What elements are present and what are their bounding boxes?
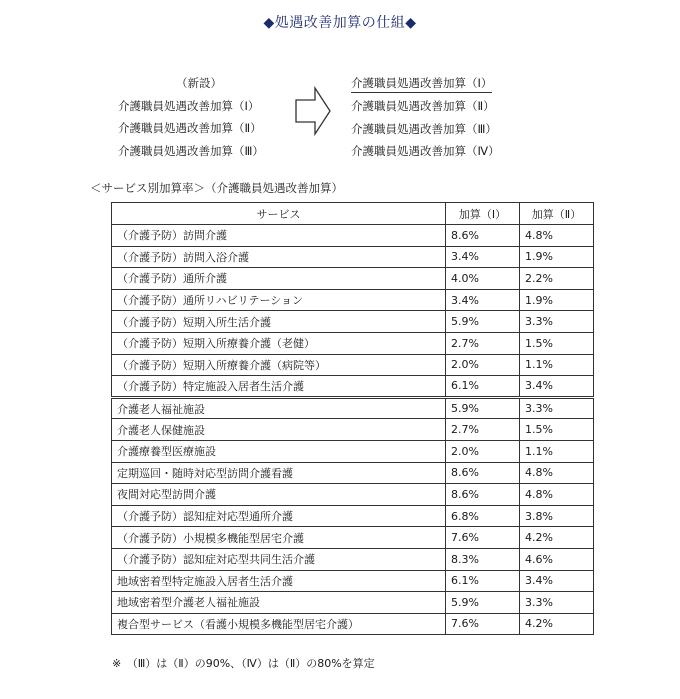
service-cell: 夜間対応型訪問介護 [112,484,446,506]
new-additions-list [118,72,264,162]
right-item: 介護職員処遇改善加算（Ⅳ） [351,144,500,158]
service-cell: （介護予防）訪問介護 [112,225,446,247]
service-cell: 地域密着型介護老人福祉施設 [112,592,446,614]
rates-table [111,202,594,635]
rate-2-cell: 4.2% [520,613,594,635]
service-cell: （介護予防）短期入所生活介護 [112,311,446,333]
footnote: ※ （Ⅲ）は（Ⅱ）の90%、（Ⅳ）は（Ⅱ）の80%を算定 [112,657,375,670]
rate-2-cell: 4.6% [520,548,594,570]
rate-1-cell: 6.8% [446,505,520,527]
rate-2-cell: 4.8% [520,484,594,506]
rate-1-cell: 5.9% [446,592,520,614]
rate-2-cell: 4.2% [520,527,594,549]
table-row [112,419,594,441]
page-title: ◆処遇改善加算の仕組◆ [263,15,417,31]
table-row [112,354,594,376]
table-row [112,462,594,484]
right-item: 介護職員処遇改善加算（Ⅱ） [351,99,495,113]
table-row [112,246,594,268]
service-cell: 複合型サービス（看護小規模多機能型居宅介護） [112,613,446,635]
right-arrow-icon [295,86,331,136]
table-row [112,484,594,506]
rate-2-cell: 1.9% [520,289,594,311]
table-row [112,332,594,354]
rate-1-cell: 5.9% [446,397,520,419]
rate-2-cell: 1.5% [520,419,594,441]
rate-2-cell: 3.8% [520,505,594,527]
rate-2-cell: 1.9% [520,246,594,268]
rate-2-cell: 3.3% [520,397,594,419]
right-item: 介護職員処遇改善加算（Ⅲ） [351,121,497,136]
rate-1-cell: 3.4% [446,246,520,268]
rate-1-cell: 6.1% [446,376,520,398]
rate-1-cell: 2.0% [446,354,520,376]
left-item: 介護職員処遇改善加算（Ⅰ） [118,98,260,113]
service-cell: （介護予防）短期入所療養介護（病院等） [112,354,446,376]
resulting-additions-list [351,72,500,163]
rate-1-cell: 8.6% [446,225,520,247]
rate-2-cell: 1.1% [520,440,594,462]
service-cell: 介護老人福祉施設 [112,397,446,419]
rate-1-cell: 2.7% [446,332,520,354]
rate-2-cell: 1.5% [520,332,594,354]
service-cell: 介護療養型医療施設 [112,440,446,462]
rate-1-cell: 4.0% [446,268,520,290]
service-cell: （介護予防）訪問入浴介護 [112,246,446,268]
rate-2-cell: 4.8% [520,462,594,484]
table-row [112,570,594,592]
rate-1-cell: 3.4% [446,289,520,311]
rate-1-cell: 5.9% [446,311,520,333]
rate-2-cell: 3.4% [520,570,594,592]
table-row [112,376,594,398]
table-row [112,592,594,614]
rate-1-cell: 8.6% [446,462,520,484]
service-cell: （介護予防）短期入所療養介護（老健） [112,332,446,354]
header-service: サービス [112,203,446,225]
left-item: 介護職員処遇改善加算（Ⅱ） [118,121,262,135]
rate-1-cell: 2.7% [446,419,520,441]
section-label: ＜サービス別加算率＞（介護職員処遇改善加算） [90,181,343,195]
header-rate-1: 加算（Ⅰ） [446,203,520,225]
rate-2-cell: 3.3% [520,311,594,333]
table-row [112,505,594,527]
table-row [112,225,594,247]
service-cell: 地域密着型特定施設入居者生活介護 [112,570,446,592]
rate-2-cell: 1.1% [520,354,594,376]
service-cell: 定期巡回・随時対応型訪問介護看護 [112,462,446,484]
rate-1-cell: 7.6% [446,613,520,635]
table-row [112,289,594,311]
service-cell: 介護老人保健施設 [112,419,446,441]
rate-2-cell: 3.3% [520,592,594,614]
service-cell: （介護予防）通所リハビリテーション [112,289,446,311]
table-row [112,440,594,462]
table-row [112,268,594,290]
rate-2-cell: 2.2% [520,268,594,290]
table-row [112,548,594,570]
rate-1-cell: 6.1% [446,570,520,592]
rate-2-cell: 4.8% [520,225,594,247]
right-item-underlined: 介護職員処遇改善加算（Ⅰ） [351,75,492,93]
service-cell: （介護予防）認知症対応型通所介護 [112,505,446,527]
header-rate-2: 加算（Ⅱ） [520,203,594,225]
service-cell: （介護予防）通所介護 [112,268,446,290]
table-row [112,311,594,333]
table-row [112,527,594,549]
rate-1-cell: 8.6% [446,484,520,506]
rate-2-cell: 3.4% [520,376,594,398]
left-item: 介護職員処遇改善加算（Ⅲ） [118,143,264,158]
rate-1-cell: 7.6% [446,527,520,549]
rate-1-cell: 2.0% [446,440,520,462]
table-row [112,397,594,419]
service-cell: （介護予防）認知症対応型共同生活介護 [112,548,446,570]
table-row [112,613,594,635]
service-cell: （介護予防）特定施設入居者生活介護 [112,376,446,398]
service-cell: （介護予防）小規模多機能型居宅介護 [112,527,446,549]
rate-1-cell: 8.3% [446,548,520,570]
new-label: （新設） [176,76,222,90]
table-header-row [112,203,594,225]
